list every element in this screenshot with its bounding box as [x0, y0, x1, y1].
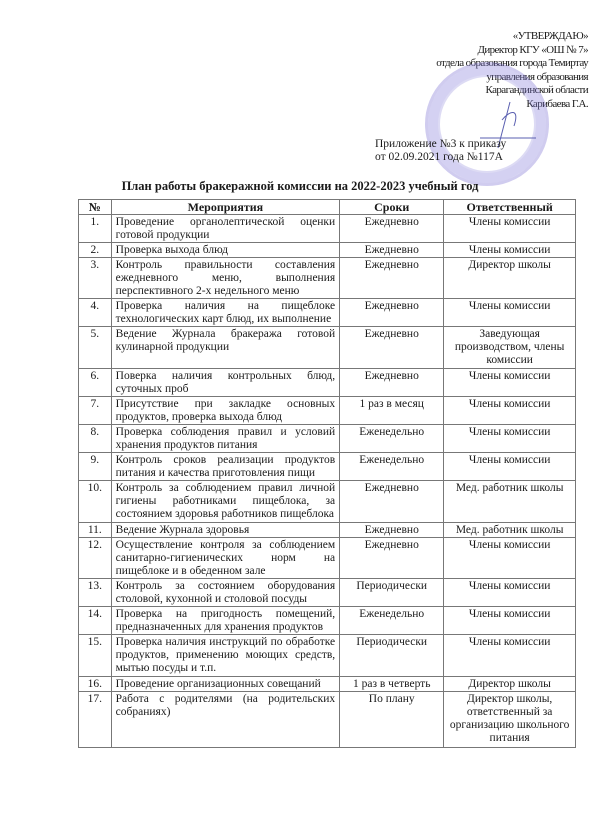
table-body — [79, 215, 576, 748]
plan-table — [78, 199, 576, 748]
table-row — [79, 327, 576, 369]
row-responsible: Члены комиссии — [444, 215, 576, 243]
row-activity: Контроль правильности составления ежедневного меню, выполнения перспективного 2-х недельного меню — [111, 258, 340, 299]
header-term: Сроки — [340, 200, 444, 215]
table-row — [79, 523, 576, 538]
row-num: 1. — [79, 215, 112, 243]
table-row — [79, 677, 576, 692]
row-activity: Проведение организационных совещаний — [111, 677, 340, 692]
approval-administration: управления образования — [486, 70, 588, 83]
row-responsible: Члены комиссии — [444, 425, 576, 453]
table-row — [79, 243, 576, 258]
row-responsible: Члены комиссии — [444, 538, 576, 579]
document-title: План работы бракеражной комиссии на 2022-2023 учебный год — [121, 179, 479, 193]
row-num: 14. — [79, 607, 112, 635]
row-num: 17. — [79, 692, 112, 748]
table-row — [79, 635, 576, 677]
row-term: 1 раз в месяц — [340, 397, 444, 425]
approval-position: Директор КГУ «ОШ № 7» — [477, 43, 588, 56]
table-row — [79, 579, 576, 607]
row-responsible: Члены комиссии — [444, 243, 576, 258]
table-row — [79, 299, 576, 327]
row-activity: Проведение органолептической оценки готовой продукции — [111, 215, 340, 243]
approval-region: Карагандинской области — [485, 84, 588, 96]
row-term: Ежедневно — [340, 327, 444, 369]
row-activity: Проверка выхода блюд — [111, 243, 340, 258]
row-responsible: Мед. работник школы — [444, 481, 576, 523]
table-row — [79, 481, 576, 523]
row-responsible: Члены комиссии — [444, 579, 576, 607]
row-term: Еженедельно — [340, 453, 444, 481]
row-responsible: Члены комиссии — [444, 453, 576, 481]
row-activity: Контроль за состоянием оборудования столовой, кухонной и столовой посуды — [111, 579, 340, 607]
row-num: 12. — [79, 538, 112, 579]
row-num: 8. — [79, 425, 112, 453]
row-term: Ежедневно — [340, 523, 444, 538]
row-activity: Работа с родителями (на родительских собраниях) — [111, 692, 340, 748]
table-row — [79, 692, 576, 748]
row-responsible: Члены комиссии — [444, 635, 576, 677]
row-activity: Поверка наличия контрольных блюд, суточных проб — [111, 369, 340, 397]
row-activity: Проверка наличия на пищеблоке технологических карт блюд, их выполнение — [111, 299, 340, 327]
row-num: 10. — [79, 481, 112, 523]
row-num: 16. — [79, 677, 112, 692]
row-term: Ежедневно — [340, 243, 444, 258]
row-responsible: Мед. работник школы — [444, 523, 576, 538]
row-responsible: Директор школы, ответственный за организацию школьного питания — [444, 692, 576, 748]
row-activity: Ведение Журнала здоровья — [111, 523, 340, 538]
row-num: 3. — [79, 258, 112, 299]
row-num: 7. — [79, 397, 112, 425]
row-term: Периодически — [340, 579, 444, 607]
row-term: Ежедневно — [340, 258, 444, 299]
row-num: 4. — [79, 299, 112, 327]
row-responsible: Заведующая производством, члены комиссии — [444, 327, 576, 369]
row-num: 5. — [79, 327, 112, 369]
row-responsible: Члены комиссии — [444, 369, 576, 397]
appendix-line-1: Приложение №3 к приказу — [375, 138, 507, 150]
row-activity: Проверка на пригодность помещений, предназначенных для хранения продуктов — [111, 607, 340, 635]
row-activity: Контроль за соблюдением правил личной гигиены работниками пищеблока, за состоянием здоровья работников пищеблока — [111, 481, 340, 523]
row-num: 6. — [79, 369, 112, 397]
table-row — [79, 425, 576, 453]
row-num: 15. — [79, 635, 112, 677]
row-term: По плану — [340, 692, 444, 748]
approval-block — [436, 30, 588, 111]
header-activity: Мероприятия — [111, 200, 340, 215]
approval-signatory: Карибаева Г.А. — [526, 97, 588, 110]
table-row — [79, 607, 576, 635]
table-header-row — [79, 200, 576, 215]
table-row — [79, 215, 576, 243]
row-num: 2. — [79, 243, 112, 258]
row-term: Ежедневно — [340, 299, 444, 327]
row-responsible: Члены комиссии — [444, 607, 576, 635]
row-activity: Присутствие при закладке основных продуктов, проверка выхода блюд — [111, 397, 340, 425]
approval-heading: «УТВЕРЖДАЮ» — [512, 30, 588, 42]
header-responsible: Ответственный — [444, 200, 576, 215]
row-term: Ежедневно — [340, 538, 444, 579]
row-responsible: Члены комиссии — [444, 299, 576, 327]
row-activity: Контроль сроков реализации продуктов питания и качества приготовления пищи — [111, 453, 340, 481]
table-row — [79, 369, 576, 397]
row-responsible: Директор школы — [444, 258, 576, 299]
row-term: Ежедневно — [340, 369, 444, 397]
row-term: Еженедельно — [340, 425, 444, 453]
appendix-note — [375, 138, 506, 164]
row-num: 11. — [79, 523, 112, 538]
row-term: Ежедневно — [340, 481, 444, 523]
row-num: 13. — [79, 579, 112, 607]
row-activity: Осуществление контроля за соблюдением санитарно-гигиенических норм на пищеблоке и в обеденном зале — [111, 538, 340, 579]
row-activity: Проверка наличия инструкций по обработке продуктов, применению моющих средств, мытью посуды и т.п. — [111, 635, 340, 677]
row-term: 1 раз в четверть — [340, 677, 444, 692]
row-responsible: Члены комиссии — [444, 397, 576, 425]
header-num: № — [79, 200, 112, 215]
row-activity: Ведение Журнала бракеража готовой кулинарной продукции — [111, 327, 340, 369]
table-row — [79, 397, 576, 425]
row-responsible: Директор школы — [444, 677, 576, 692]
table-row — [79, 258, 576, 299]
appendix-line-2: от 02.09.2021 года №117А — [375, 151, 503, 163]
approval-department: отдела образования города Темиртау — [436, 57, 588, 69]
table-row — [79, 538, 576, 579]
row-num: 9. — [79, 453, 112, 481]
row-term: Ежедневно — [340, 215, 444, 243]
row-term: Еженедельно — [340, 607, 444, 635]
table-row — [79, 453, 576, 481]
row-term: Периодически — [340, 635, 444, 677]
row-activity: Проверка соблюдения правил и условий хранения продуктов питания — [111, 425, 340, 453]
